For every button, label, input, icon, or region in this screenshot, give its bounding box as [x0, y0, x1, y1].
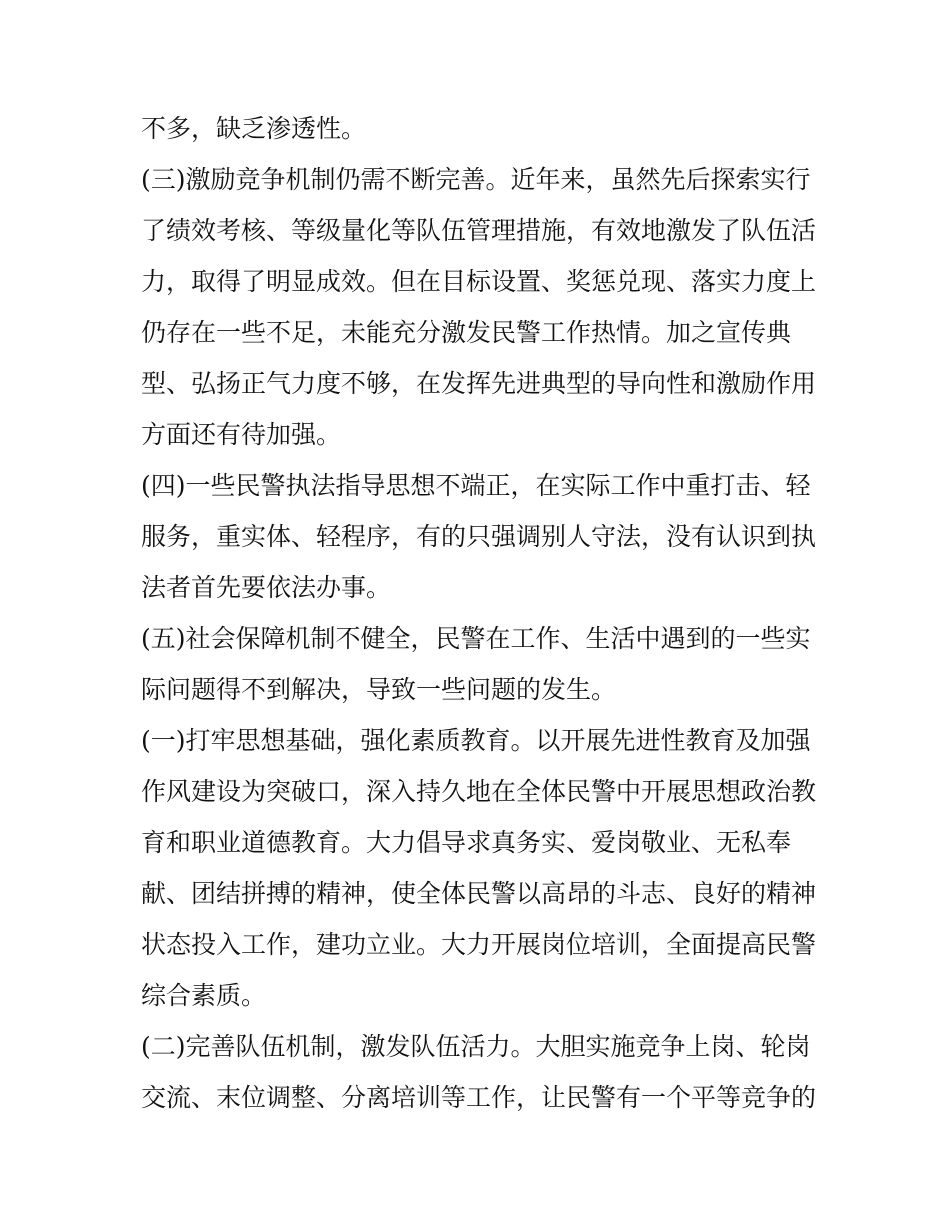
text-line: 不多，缺乏渗透性。 — [141, 114, 367, 143]
text-line: 力，取得了明显成效。但在目标设置、奖惩兑现、落实力度上 — [141, 267, 817, 296]
text-line: 方面还有待加强。 — [141, 420, 342, 449]
text-line: 献、团结拼搏的精神，使全体民警以高昂的斗志、良好的精神 — [141, 879, 817, 908]
text-line: 综合素质。 — [141, 981, 267, 1010]
body-text — [141, 103, 821, 1123]
text-line: (四)一些民警执法指导思想不端正，在实际工作中重打击、轻 — [141, 471, 811, 500]
text-line: 了绩效考核、等级量化等队伍管理措施，有效地激发了队伍活 — [141, 216, 817, 245]
text-line: 型、弘扬正气力度不够，在发挥先进典型的导向性和激励作用 — [141, 369, 817, 398]
text-line: 育和职业道德教育。大力倡导求真务实、爱岗敬业、无私奉 — [141, 828, 792, 857]
text-line: 服务，重实体、轻程序，有的只强调别人守法，没有认识到执 — [141, 522, 817, 551]
text-line: 交流、末位调整、分离培训等工作，让民警有一个平等竞争的 — [141, 1083, 817, 1112]
text-line: 际问题得不到解决，导致一些问题的发生。 — [141, 675, 617, 704]
text-line: 仍存在一些不足，未能充分激发民警工作热情。加之宣传典 — [141, 318, 792, 347]
text-line: (二)完善队伍机制，激发队伍活力。大胆实施竞争上岗、轮岗 — [141, 1032, 811, 1061]
text-line: (一)打牢思想基础，强化素质教育。以开展先进性教育及加强 — [141, 726, 811, 755]
text-line: (三)激励竞争机制仍需不断完善。近年来，虽然先后探索实行 — [141, 165, 811, 194]
text-line: 法者首先要依法办事。 — [141, 573, 392, 602]
text-line: 状态投入工作，建功立业。大力开展岗位培训，全面提高民警 — [141, 930, 817, 959]
text-line: 作风建设为突破口，深入持久地在全体民警中开展思想政治教 — [141, 777, 817, 806]
text-line: (五)社会保障机制不健全，民警在工作、生活中遇到的一些实 — [141, 624, 811, 653]
